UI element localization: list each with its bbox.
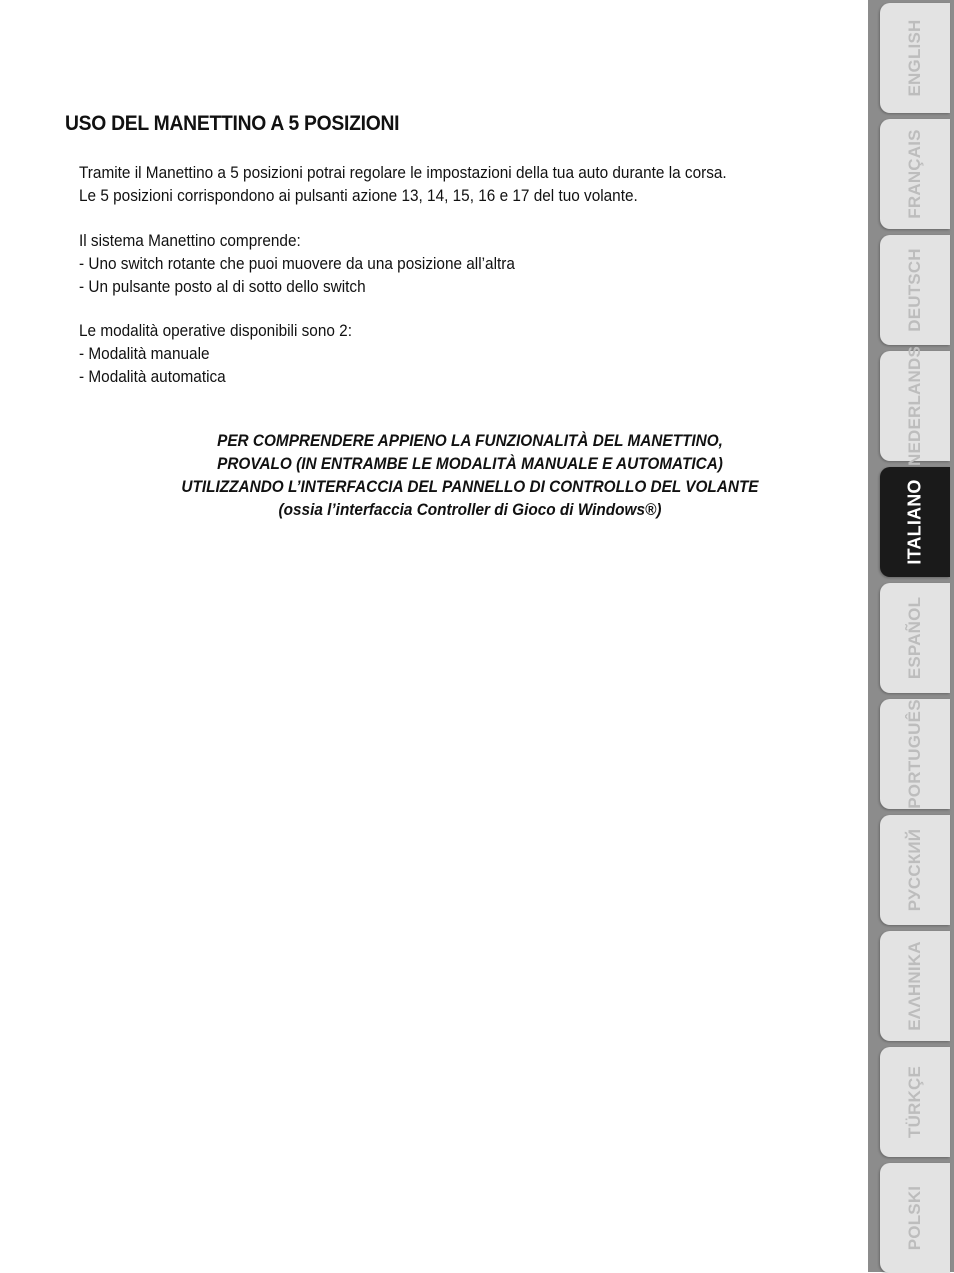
list-item: - Un pulsante posto al di sotto dello switch bbox=[79, 276, 515, 299]
language-tab-label: ΕΛΛΗΝΙΚΑ bbox=[905, 941, 924, 1031]
language-tab-nederlands[interactable] bbox=[880, 345, 950, 467]
language-tab-label: TÜRKÇE bbox=[905, 1065, 924, 1139]
note-line: (ossia l’interfaccia Controller di Gioco di Windows®) bbox=[278, 501, 662, 519]
language-tab-label: NEDERLANDS bbox=[905, 345, 924, 467]
system-heading: Il sistema Manettino comprende: bbox=[79, 232, 301, 250]
intro-line: Le 5 posizioni corrispondono ai pulsanti azione 13, 14, 15, 16 e 17 del tuo volante. bbox=[79, 187, 638, 205]
note-line: PER COMPRENDERE APPIENO LA FUNZIONALITÀ DEL MANETTINO, bbox=[217, 432, 723, 450]
language-tab-portugues[interactable] bbox=[880, 699, 950, 809]
language-tab-greek[interactable] bbox=[880, 931, 950, 1041]
language-tab-strip bbox=[868, 0, 954, 1272]
note-line: PROVALO (IN ENTRAMBE LE MODALITÀ MANUALE E AUTOMATICA) bbox=[217, 455, 723, 473]
intro-line: Tramite il Manettino a 5 posizioni potrai regolare le impostazioni della tua auto durante la corsa. bbox=[79, 164, 727, 182]
language-tab-label: DEUTSCH bbox=[905, 248, 924, 332]
language-tab-espanol[interactable] bbox=[880, 583, 950, 693]
language-tab-label: РУССКИЙ bbox=[905, 828, 924, 912]
intro-paragraph bbox=[79, 162, 727, 208]
language-tab-turkce[interactable] bbox=[880, 1047, 950, 1157]
language-tab-polski[interactable] bbox=[880, 1163, 950, 1273]
section-title: USO DEL MANETTINO A 5 POSIZIONI bbox=[65, 112, 400, 135]
list-item: - Modalità automatica bbox=[79, 366, 352, 389]
list-item: - Modalità manuale bbox=[79, 343, 352, 366]
language-tab-label: PORTUGUÊS bbox=[905, 699, 924, 809]
note-line: UTILIZZANDO L’INTERFACCIA DEL PANNELLO DI CONTROLLO DEL VOLANTE bbox=[181, 478, 759, 496]
language-tab-english[interactable] bbox=[880, 3, 950, 113]
language-tab-russian[interactable] bbox=[880, 815, 950, 925]
language-tab-label: FRANÇAIS bbox=[905, 129, 924, 219]
system-paragraph bbox=[79, 230, 515, 299]
modes-heading: Le modalità operative disponibili sono 2: bbox=[79, 322, 352, 340]
list-item: - Uno switch rotante che puoi muovere da una posizione all’altra bbox=[79, 253, 515, 276]
language-tab-italiano[interactable] bbox=[880, 467, 950, 577]
language-tab-label: ENGLISH bbox=[905, 19, 924, 97]
language-tab-label: POLSKI bbox=[905, 1185, 924, 1251]
language-tab-label: ESPAÑOL bbox=[905, 596, 924, 680]
language-tab-francais[interactable] bbox=[880, 119, 950, 229]
important-note bbox=[145, 430, 796, 522]
language-tab-label: ITALIANO bbox=[904, 479, 925, 565]
modes-paragraph bbox=[79, 320, 352, 389]
language-tab-deutsch[interactable] bbox=[880, 235, 950, 345]
